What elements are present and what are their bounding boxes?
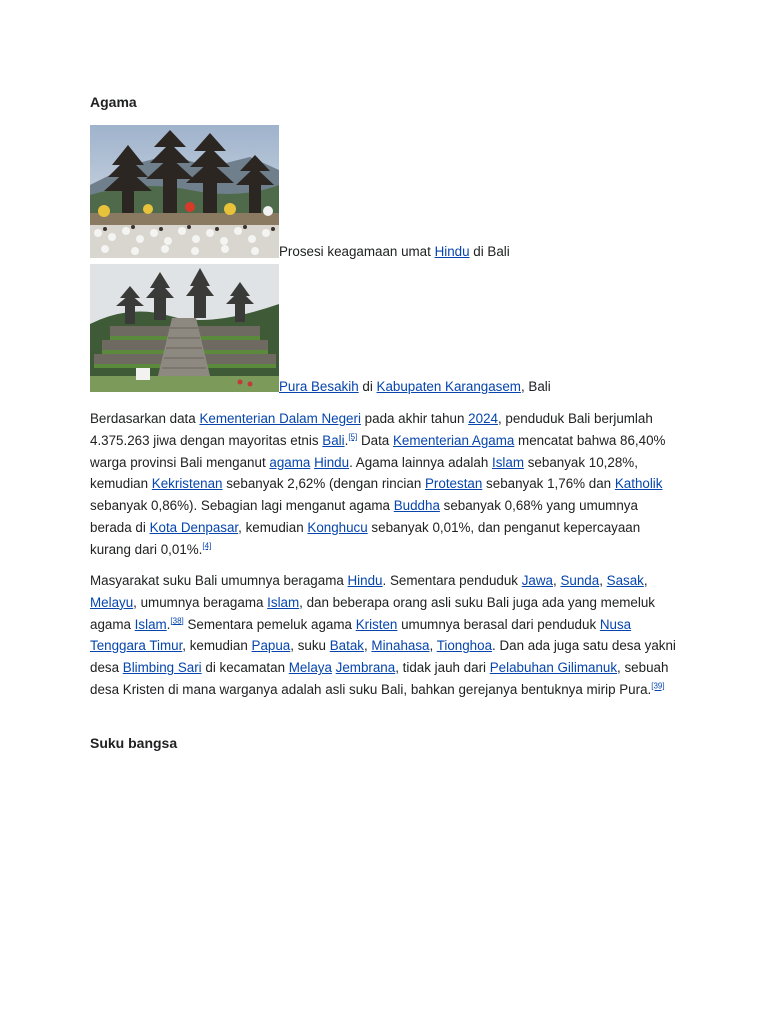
link-2024[interactable]: 2024 <box>468 411 498 426</box>
link-blimbing-sari[interactable]: Blimbing Sari <box>122 660 202 676</box>
link-konghucu[interactable]: Konghucu <box>307 519 368 535</box>
link-kabupaten-karangasem[interactable]: Kabupaten Karangasem <box>376 379 521 394</box>
paragraph-ethnic-religion: Masyarakat suku Bali umumnya beragama Hindu. Sementara penduduk Jawa, Sunda, Sasak, Melayu, umumnya beragama Islam, dan beberapa orang asli suku Bali juga ada yang memeluk agama Islam.[38] Sementara pemeluk agama Kristen umumnya berasal dari penduduk Nusa Tenggara Timur, kemudian Papua, suku Batak, Minahasa, Tionghoa. Dan ada juga satu desa yakni desa Blimbing Sari di kecamatan Melaya Jembrana, tidak jauh dari Pelabuhan Gilimanuk, sebuah desa Kristen di mana warganya adalah asli suku Bali, bahkan gerejanya bentuknya mirip Pura.[39] <box>90 573 676 697</box>
link-jawa[interactable]: Jawa <box>521 573 553 588</box>
link-kota-denpasar[interactable]: Kota Denpasar <box>149 519 239 535</box>
link-katholik[interactable]: Katholik <box>614 476 663 492</box>
link-minahasa[interactable]: Minahasa <box>371 638 430 654</box>
ref-39[interactable]: [39] <box>651 681 665 691</box>
link-sasak[interactable]: Sasak <box>606 573 644 588</box>
section-heading-agama: Agama <box>90 94 137 110</box>
link-islam[interactable]: Islam <box>492 454 525 470</box>
paragraph-religion-statistics: Berdasarkan data Kementerian Dalam Negeri pada akhir tahun 2024, penduduk Bali berjumlah 4.375.263 jiwa dengan mayoritas etnis Bali.[5] Data Kementerian Agama mencatat bahwa 86,40% warga provinsi Bali menganut agama Hindu. Agama lainnya adalah Islam sebanyak 10,28%, kemudian Kekristenan sebanyak 2,62% (dengan rincian Protestan sebanyak 1,76% dan Katholik sebanyak 0,86%). Sebagian lagi menganut agama Buddha sebanyak 0,68% yang umumnya berada di Kota Denpasar, kemudian Konghucu sebanyak 0,01%, dan penganut kepercayaan kurang dari 0,01%.[4] <box>90 411 666 557</box>
link-kristen[interactable]: Kristen <box>355 616 398 632</box>
link-bali[interactable]: Bali <box>322 432 345 448</box>
link-hindu[interactable]: Hindu <box>434 244 470 259</box>
link-melaya[interactable]: Melaya <box>288 660 332 676</box>
photo-hindu-procession[interactable] <box>90 125 279 258</box>
link-tionghoa[interactable]: Tionghoa <box>436 638 493 654</box>
caption-pura-besakih: Pura Besakih di Kabupaten Karangasem, Bali <box>279 379 551 394</box>
link-kementerian-agama[interactable]: Kementerian Agama <box>392 432 515 448</box>
section-heading-suku-bangsa: Suku bangsa <box>90 735 178 751</box>
caption-hindu-procession: Prosesi keagamaan umat Hindu di Bali <box>279 244 510 259</box>
link-hindu-2[interactable]: Hindu <box>314 454 350 470</box>
link-kekristenan[interactable]: Kekristenan <box>151 476 223 492</box>
link-pelabuhan-gilimanuk[interactable]: Pelabuhan Gilimanuk <box>489 660 618 676</box>
link-batak[interactable]: Batak <box>329 638 364 654</box>
link-protestan[interactable]: Protestan <box>425 476 483 492</box>
link-papua[interactable]: Papua <box>251 638 291 654</box>
link-jembrana[interactable]: Jembrana <box>335 660 396 676</box>
link-agama[interactable]: agama <box>269 454 311 470</box>
link-melayu[interactable]: Melayu <box>90 594 134 610</box>
link-hindu-3[interactable]: Hindu <box>347 573 383 588</box>
photo-pura-besakih[interactable] <box>90 264 279 392</box>
link-sunda[interactable]: Sunda <box>560 573 600 588</box>
link-pura-besakih[interactable]: Pura Besakih <box>279 379 359 394</box>
link-islam-3[interactable]: Islam <box>134 616 167 632</box>
link-islam-2[interactable]: Islam <box>267 594 300 610</box>
ref-4[interactable]: [4] <box>202 541 212 551</box>
link-buddha[interactable]: Buddha <box>393 498 440 514</box>
ref-5[interactable]: [5] <box>348 432 358 442</box>
link-nusa-tenggara-timur[interactable]: Nusa Tenggara Timur <box>90 616 632 654</box>
ref-38[interactable]: [38] <box>170 616 184 626</box>
link-kementerian-dalam-negeri[interactable]: Kementerian Dalam Negeri <box>199 411 361 426</box>
